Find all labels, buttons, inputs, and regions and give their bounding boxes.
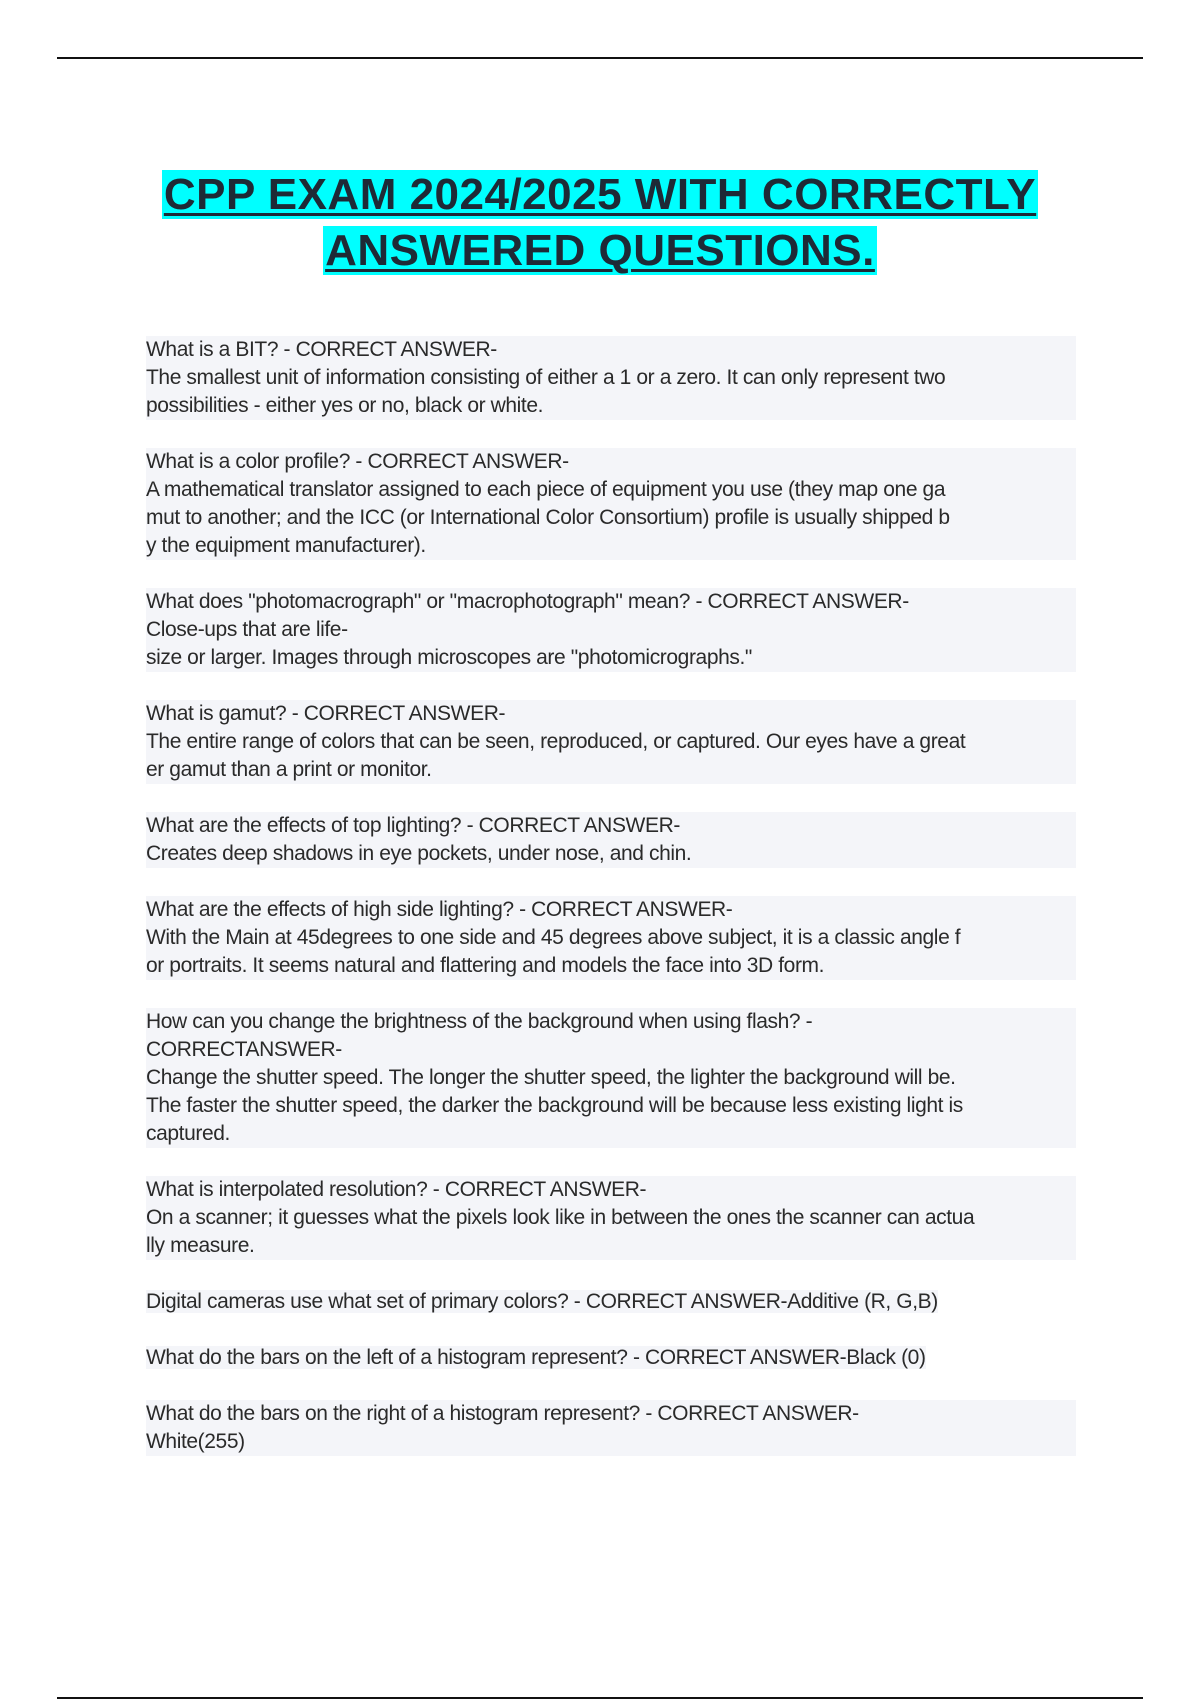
question-text: What is a BIT? - CORRECT ANSWER- (146, 336, 1076, 364)
question-text: How can you change the brightness of the background when using flash? - CORRECTANSWER- (146, 1008, 1076, 1064)
qa-item (146, 1288, 1076, 1316)
question-text: What do the bars on the left of a histogram represent? - CORRECT ANSWER- (146, 1346, 847, 1369)
qa-item (146, 1008, 1076, 1148)
answer-text: Change the shutter speed. The longer the shutter speed, the lighter the background will be. The faster the shutter speed, the darker the background will be because less existing light is captured. (146, 1064, 1076, 1148)
qa-item (146, 700, 1076, 784)
qa-item (146, 336, 1076, 420)
answer-text: With the Main at 45degrees to one side and 45 degrees above subject, it is a classic angle f or portraits. It seems natural and flattering and models the face into 3D form. (146, 924, 1076, 980)
question-text: What is interpolated resolution? - CORRECT ANSWER- (146, 1176, 1076, 1204)
qa-item (146, 896, 1076, 980)
qa-item (146, 588, 1076, 672)
question-text: What are the effects of high side lighting? - CORRECT ANSWER- (146, 896, 1076, 924)
qa-item (146, 812, 1076, 868)
question-text: What do the bars on the right of a histogram represent? - CORRECT ANSWER- (146, 1400, 1076, 1428)
question-text: What are the effects of top lighting? - CORRECT ANSWER- (146, 812, 1076, 840)
answer-text: The entire range of colors that can be seen, reproduced, or captured. Our eyes have a great er gamut than a print or monitor. (146, 728, 1076, 784)
question-text: Digital cameras use what set of primary colors? - CORRECT ANSWER- (146, 1290, 788, 1313)
answer-text: Close-ups that are life- size or larger. Images through microscopes are "photomicrographs." (146, 616, 1076, 672)
answer-text: Creates deep shadows in eye pockets, under nose, and chin. (146, 840, 1076, 868)
answer-text: Additive (R, G,B) (787, 1290, 938, 1313)
qa-list (146, 336, 1076, 1484)
answer-text: The smallest unit of information consisting of either a 1 or a zero. It can only represent two possibilities - either yes or no, black or white. (146, 364, 1076, 420)
qa-item (146, 1344, 1076, 1372)
title-line-2: ANSWERED QUESTIONS. (325, 226, 875, 276)
document-title (100, 167, 1100, 279)
qa-item (146, 448, 1076, 560)
qa-item (146, 1400, 1076, 1456)
bottom-rule (57, 1697, 1143, 1699)
title-line-1: CPP EXAM 2024/2025 WITH CORRECTLY (163, 170, 1037, 220)
question-text: What is gamut? - CORRECT ANSWER- (146, 700, 1076, 728)
answer-text: White(255) (146, 1428, 1076, 1456)
answer-text: On a scanner; it guesses what the pixels look like in between the ones the scanner can actua lly measure. (146, 1204, 1076, 1260)
question-text: What does "photomacrograph" or "macrophotograph" mean? - CORRECT ANSWER- (146, 588, 1076, 616)
top-rule (57, 57, 1143, 59)
answer-text: A mathematical translator assigned to each piece of equipment you use (they map one ga mut to another; and the ICC (or International Color Consortium) profile is usually shipped b y the equipment manufacturer). (146, 476, 1076, 560)
question-text: What is a color profile? - CORRECT ANSWER- (146, 448, 1076, 476)
answer-text: Black (0) (846, 1346, 926, 1369)
qa-item (146, 1176, 1076, 1260)
